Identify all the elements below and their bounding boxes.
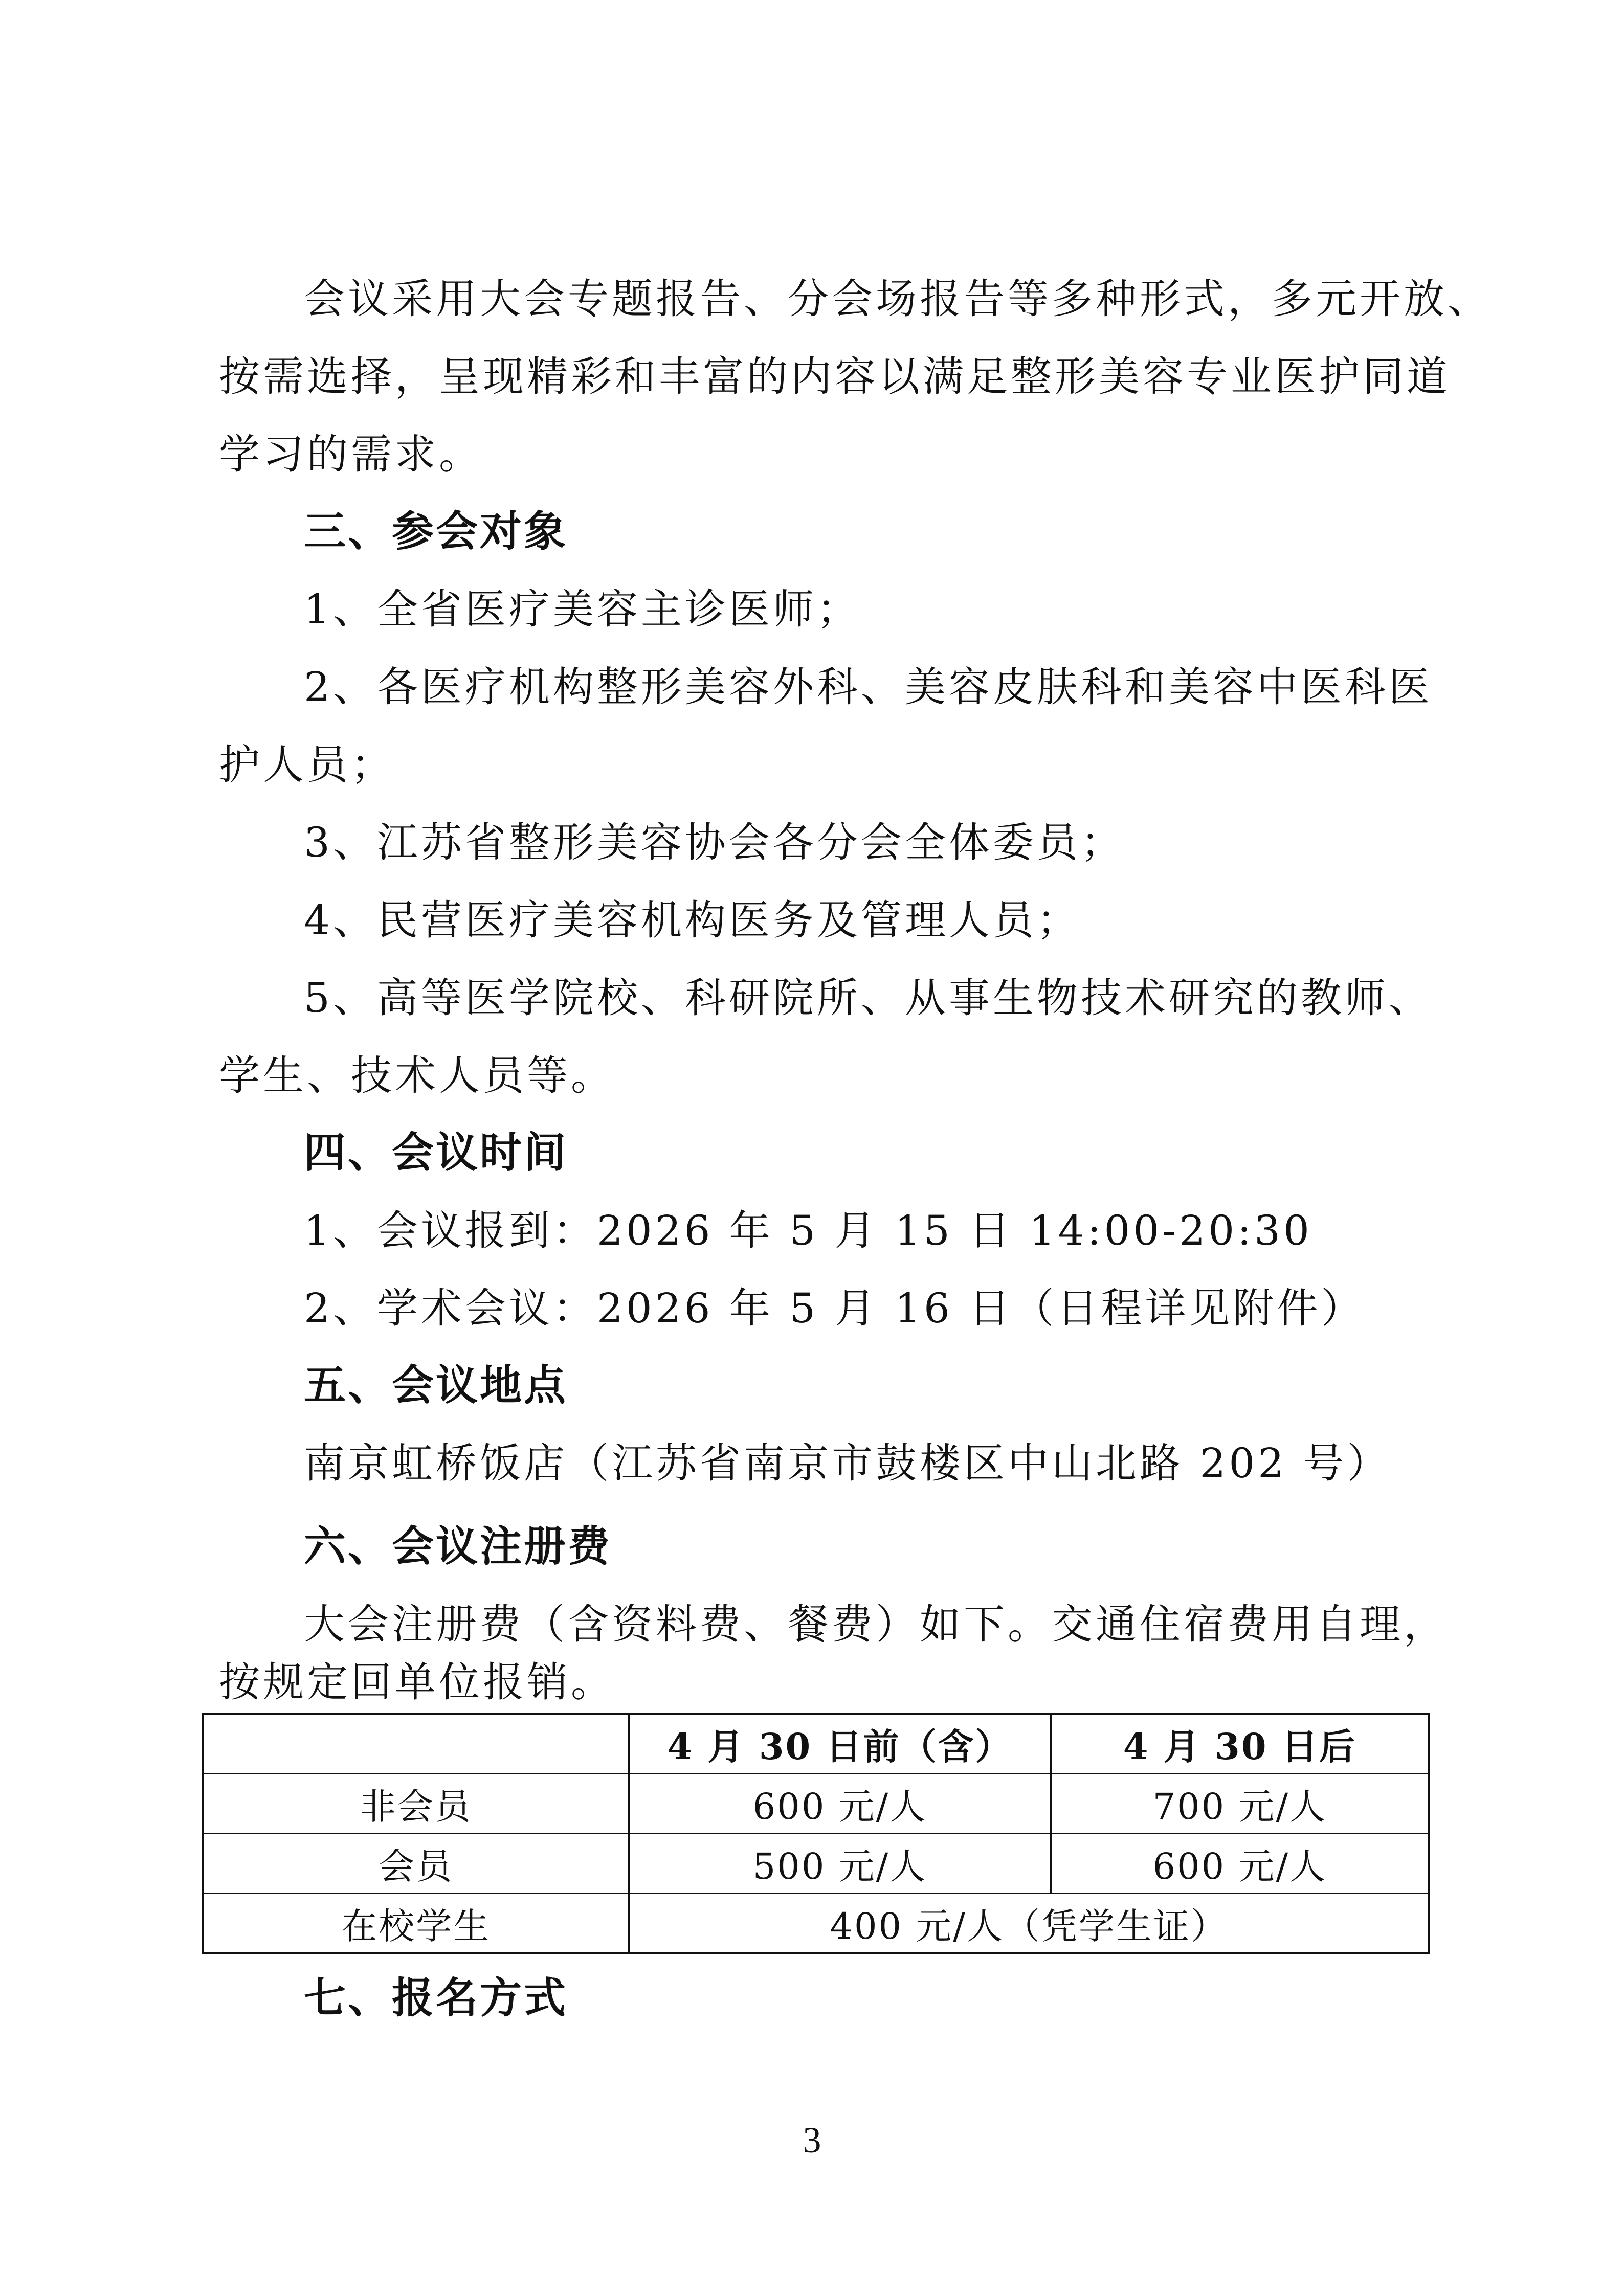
fee-table-header-before: 4 月 30 日前（含）: [629, 1714, 1051, 1774]
fee-row-student-fee: 400 元/人（凭学生证）: [629, 1894, 1429, 1953]
fee-table-row: [203, 1834, 1429, 1894]
attendee-item-2-line-1: 2、各医疗机构整形美容外科、美容皮肤科和美容中医科医: [304, 663, 1433, 711]
fee-table-header-after: 4 月 30 日后: [1051, 1714, 1429, 1774]
venue-address: 南京虹桥饭店（江苏省南京市鼓楼区中山北路 202 号）: [304, 1439, 1391, 1487]
attendee-item-2-line-2: 护人员；: [219, 741, 395, 789]
fee-table-header-row: [203, 1714, 1429, 1774]
attendee-item-3: 3、江苏省整形美容协会各分会全体委员；: [304, 819, 1125, 866]
fee-description-line-2: 按规定回单位报销。: [219, 1658, 615, 1706]
fee-table-header-empty: [203, 1714, 629, 1774]
section-heading-signup: 七、报名方式: [304, 1974, 568, 2022]
fee-row-label-nonmember: 非会员: [203, 1774, 629, 1834]
time-item-conference: 2、学术会议：2026 年 5 月 16 日（日程详见附件）: [304, 1285, 1365, 1332]
section-heading-attendees: 三、参会对象: [304, 507, 568, 556]
fee-row-nonmember-before: 600 元/人: [629, 1774, 1051, 1834]
fee-row-member-before: 500 元/人: [629, 1834, 1051, 1894]
fee-table-row: [203, 1774, 1429, 1834]
attendee-item-5-line-1: 5、高等医学院校、科研院所、从事生物技术研究的教师、: [304, 974, 1433, 1022]
fee-row-nonmember-after: 700 元/人: [1051, 1774, 1429, 1834]
time-item-registration: 1、会议报到：2026 年 5 月 15 日 14:00-20:30: [304, 1207, 1312, 1254]
section-heading-venue: 五、会议地点: [304, 1361, 568, 1410]
fee-description-line-1: 大会注册费（含资料费、餐费）如下。交通住宿费用自理，: [304, 1601, 1448, 1648]
attendee-item-4: 4、民营医疗美容机构医务及管理人员；: [304, 896, 1081, 944]
intro-paragraph-line-3: 学习的需求。: [219, 431, 483, 478]
intro-paragraph-line-1: 会议采用大会专题报告、分会场报告等多种形式，多元开放、: [304, 275, 1492, 323]
section-heading-time: 四、会议时间: [304, 1129, 568, 1177]
fee-table-row: [203, 1894, 1429, 1953]
section-heading-registration-fee: 六、会议注册费: [304, 1522, 612, 1571]
fee-row-label-member: 会员: [203, 1834, 629, 1894]
fee-table: [202, 1713, 1430, 1954]
fee-row-label-student: 在校学生: [203, 1894, 629, 1953]
page-number: 3: [803, 2120, 821, 2160]
intro-paragraph-line-2: 按需选择，呈现精彩和丰富的内容以满足整形美容专业医护同道: [219, 353, 1451, 400]
attendee-item-1: 1、全省医疗美容主诊医师；: [304, 586, 861, 633]
fee-row-member-after: 600 元/人: [1051, 1834, 1429, 1894]
attendee-item-5-line-2: 学生、技术人员等。: [219, 1052, 615, 1099]
